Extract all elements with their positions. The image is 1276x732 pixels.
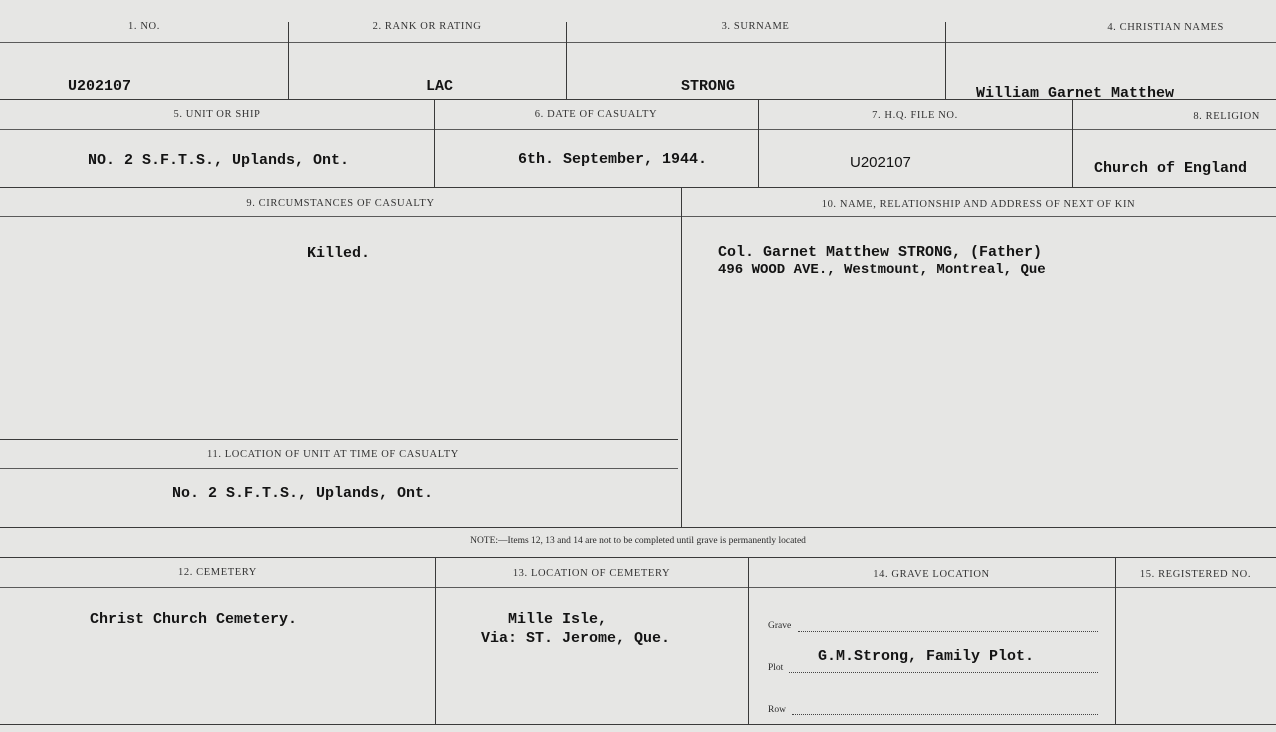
surname-value: STRONG <box>681 78 736 95</box>
header-hq-file: 7. H.Q. FILE NO. <box>872 110 958 121</box>
next-of-kin-name: Col. Garnet Matthew STRONG, (Father) <box>718 244 1043 261</box>
divider <box>1115 557 1116 724</box>
date-value: 6th. September, 1944. <box>518 151 708 168</box>
circumstances-value: Killed. <box>307 245 371 262</box>
plot-label: Plot <box>768 663 784 673</box>
header-next-of-kin: 10. NAME, RELATIONSHIP AND ADDRESS OF NEXT OF KIN <box>821 199 1136 210</box>
rule <box>0 724 1276 725</box>
header-location-cemetery: 13. LOCATION OF CEMETERY <box>512 568 671 579</box>
rule <box>0 439 678 440</box>
header-rank: 2. RANK OR RATING <box>372 21 482 32</box>
header-unit: 5. UNIT OR SHIP <box>173 109 261 120</box>
completion-note: NOTE:—Items 12, 13 and 14 are not to be completed until grave is permanently located <box>470 536 806 546</box>
grave-line <box>798 631 1098 632</box>
divider <box>435 557 436 724</box>
header-registered-no: 15. REGISTERED NO. <box>1139 569 1252 580</box>
header-christian-names: 4. CHRISTIAN NAMES <box>1107 22 1224 33</box>
cemetery-value: Christ Church Cemetery. <box>90 611 298 628</box>
plot-line <box>789 672 1098 673</box>
divider <box>288 22 289 99</box>
header-cemetery: 12. CEMETERY <box>178 567 257 578</box>
header-date: 6. DATE OF CASUALTY <box>534 109 658 120</box>
plot-value: G.M.Strong, Family Plot. <box>818 648 1035 665</box>
divider <box>945 22 946 99</box>
service-number: U202107 <box>68 78 132 95</box>
rule <box>0 527 1276 528</box>
row-label: Row <box>768 705 786 715</box>
rule <box>0 42 1276 43</box>
rule <box>0 587 1276 588</box>
rule <box>0 187 1276 188</box>
header-circumstances: 9. CIRCUMSTANCES OF CASUALTY <box>246 198 435 209</box>
header-religion: 8. RELIGION <box>1193 111 1260 122</box>
hq-file-value: U202107 <box>850 154 911 171</box>
divider <box>566 22 567 99</box>
rule <box>0 216 1276 217</box>
cemetery-location-line1: Mille Isle, <box>508 611 608 628</box>
next-of-kin-address: 496 WOOD AVE., Westmount, Montreal, Que <box>718 262 1046 278</box>
religion-value: Church of England <box>1094 160 1248 177</box>
grave-label: Grave <box>768 621 792 631</box>
rule <box>0 468 678 469</box>
row-line <box>792 714 1098 715</box>
rule <box>0 129 1276 130</box>
unit-value: NO. 2 S.F.T.S., Uplands, Ont. <box>88 152 350 169</box>
header-no: 1. NO. <box>128 21 160 32</box>
location-unit-value: No. 2 S.F.T.S., Uplands, Ont. <box>172 485 434 502</box>
divider <box>748 557 749 724</box>
rule <box>0 557 1276 558</box>
cemetery-location-line2: Via: ST. Jerome, Que. <box>481 630 671 647</box>
header-location-unit: 11. LOCATION OF UNIT AT TIME OF CASUALTY <box>207 449 459 460</box>
header-surname: 3. SURNAME <box>721 21 790 32</box>
header-grave-location: 14. GRAVE LOCATION <box>873 569 990 580</box>
christian-names-value: William Garnet Matthew <box>976 85 1175 102</box>
divider <box>681 187 682 527</box>
rank-value: LAC <box>426 78 454 95</box>
